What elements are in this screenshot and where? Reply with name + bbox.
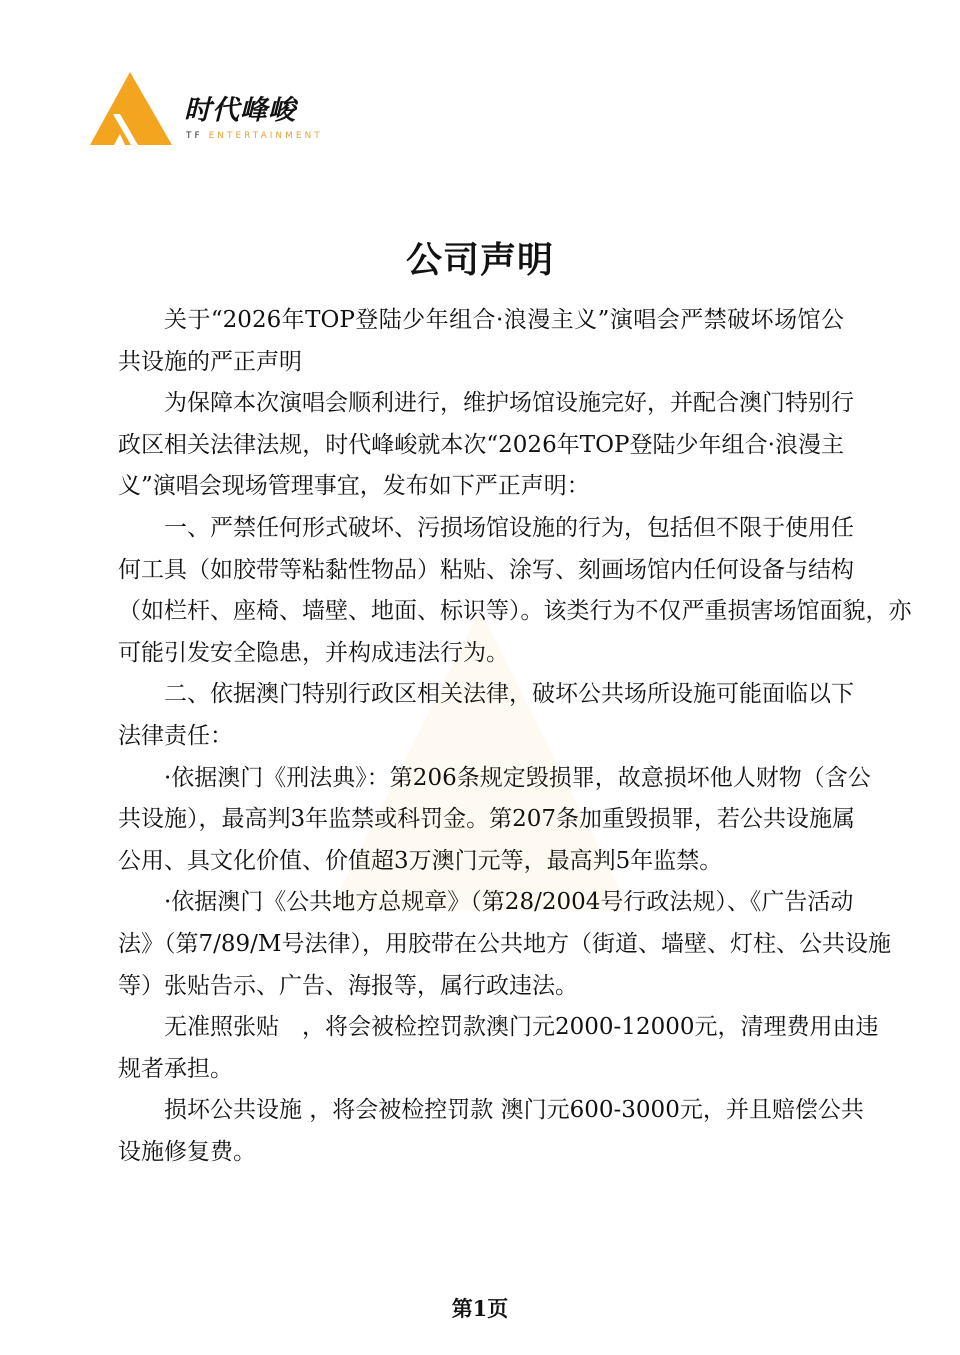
text-line: ·依据澳门《公共地方总规章》（第28/2004号行政法规）、《广告活动 (164, 889, 854, 916)
text-line: 设施修复费。 (118, 1138, 256, 1165)
text-line: 无准照张贴 ，将会被检控罚款澳门元2000-12000元，清理费用由违 (164, 1014, 879, 1041)
paragraph (118, 300, 844, 383)
paragraph (118, 882, 891, 1007)
text-line: 等）张贴告示、广告、海报等，属行政违法。 (118, 972, 578, 999)
logo-chinese-name: 时代峰峻 (184, 95, 296, 126)
paragraph (118, 758, 871, 883)
text-line: 共设施），最高判3年监禁或科罚金。第207条加重毁损罪，若公共设施属 (118, 806, 856, 833)
text-line: 二、依据澳门特别行政区相关法律，破坏公共场所设施可能面临以下 (164, 681, 854, 708)
text-line: 何工具（如胶带等粘黏性物品）粘贴、涂写、刻画场馆内任何设备与结构 (118, 556, 854, 583)
text-line: ·依据澳门《刑法典》：第206条规定毁损罪，故意损坏他人财物（含公 (164, 764, 871, 791)
paragraph (118, 383, 854, 508)
text-line: 公用、具文化价值、价值超3万澳门元等，最高判5年监禁。 (118, 847, 723, 874)
paragraph (118, 1007, 879, 1090)
text-line: 规者承担。 (118, 1055, 233, 1082)
text-line: （如栏杆、座椅、墙壁、地面、标识等）。该类行为不仅严重损害场馆面貌，亦 (118, 598, 912, 625)
page-title: 公司声明 (405, 240, 554, 281)
text-line: 政区相关法律法规，时代峰峻就本次“2026年TOP登陆少年组合·浪漫主 (118, 431, 844, 458)
text-line: 可能引发安全隐患，并构成违法行为。 (118, 639, 509, 666)
text-line: 一、严禁任何形式破坏、污损场馆设施的行为，包括但不限于使用任 (164, 514, 854, 541)
statement-body (118, 300, 912, 1173)
text-line: 法律责任： (118, 722, 233, 749)
logo-english-name: TF ENTERTAINMENT (186, 131, 323, 141)
text-line: 义”演唱会现场管理事宜，发布如下严正声明： (118, 473, 590, 500)
paragraph (118, 674, 854, 757)
text-line: 共设施的严正声明 (118, 348, 302, 375)
text-line: 法》（第7/89/M号法律），用胶带在公共地方（街道、墙壁、灯柱、公共设施 (118, 930, 891, 957)
text-line: 为保障本次演唱会顺利进行，维护场馆设施完好，并配合澳门特别行 (164, 390, 854, 417)
page-number: 第1页 (451, 1296, 509, 1321)
text-line: 关于“2026年TOP登陆少年组合·浪漫主义”演唱会严禁破坏场馆公 (164, 307, 844, 333)
paragraph (118, 1090, 864, 1173)
paragraph (118, 508, 912, 674)
text-line: 损坏公共设施 ，将会被检控罚款 澳门元600-3000元，并且赔偿公共 (164, 1097, 864, 1124)
